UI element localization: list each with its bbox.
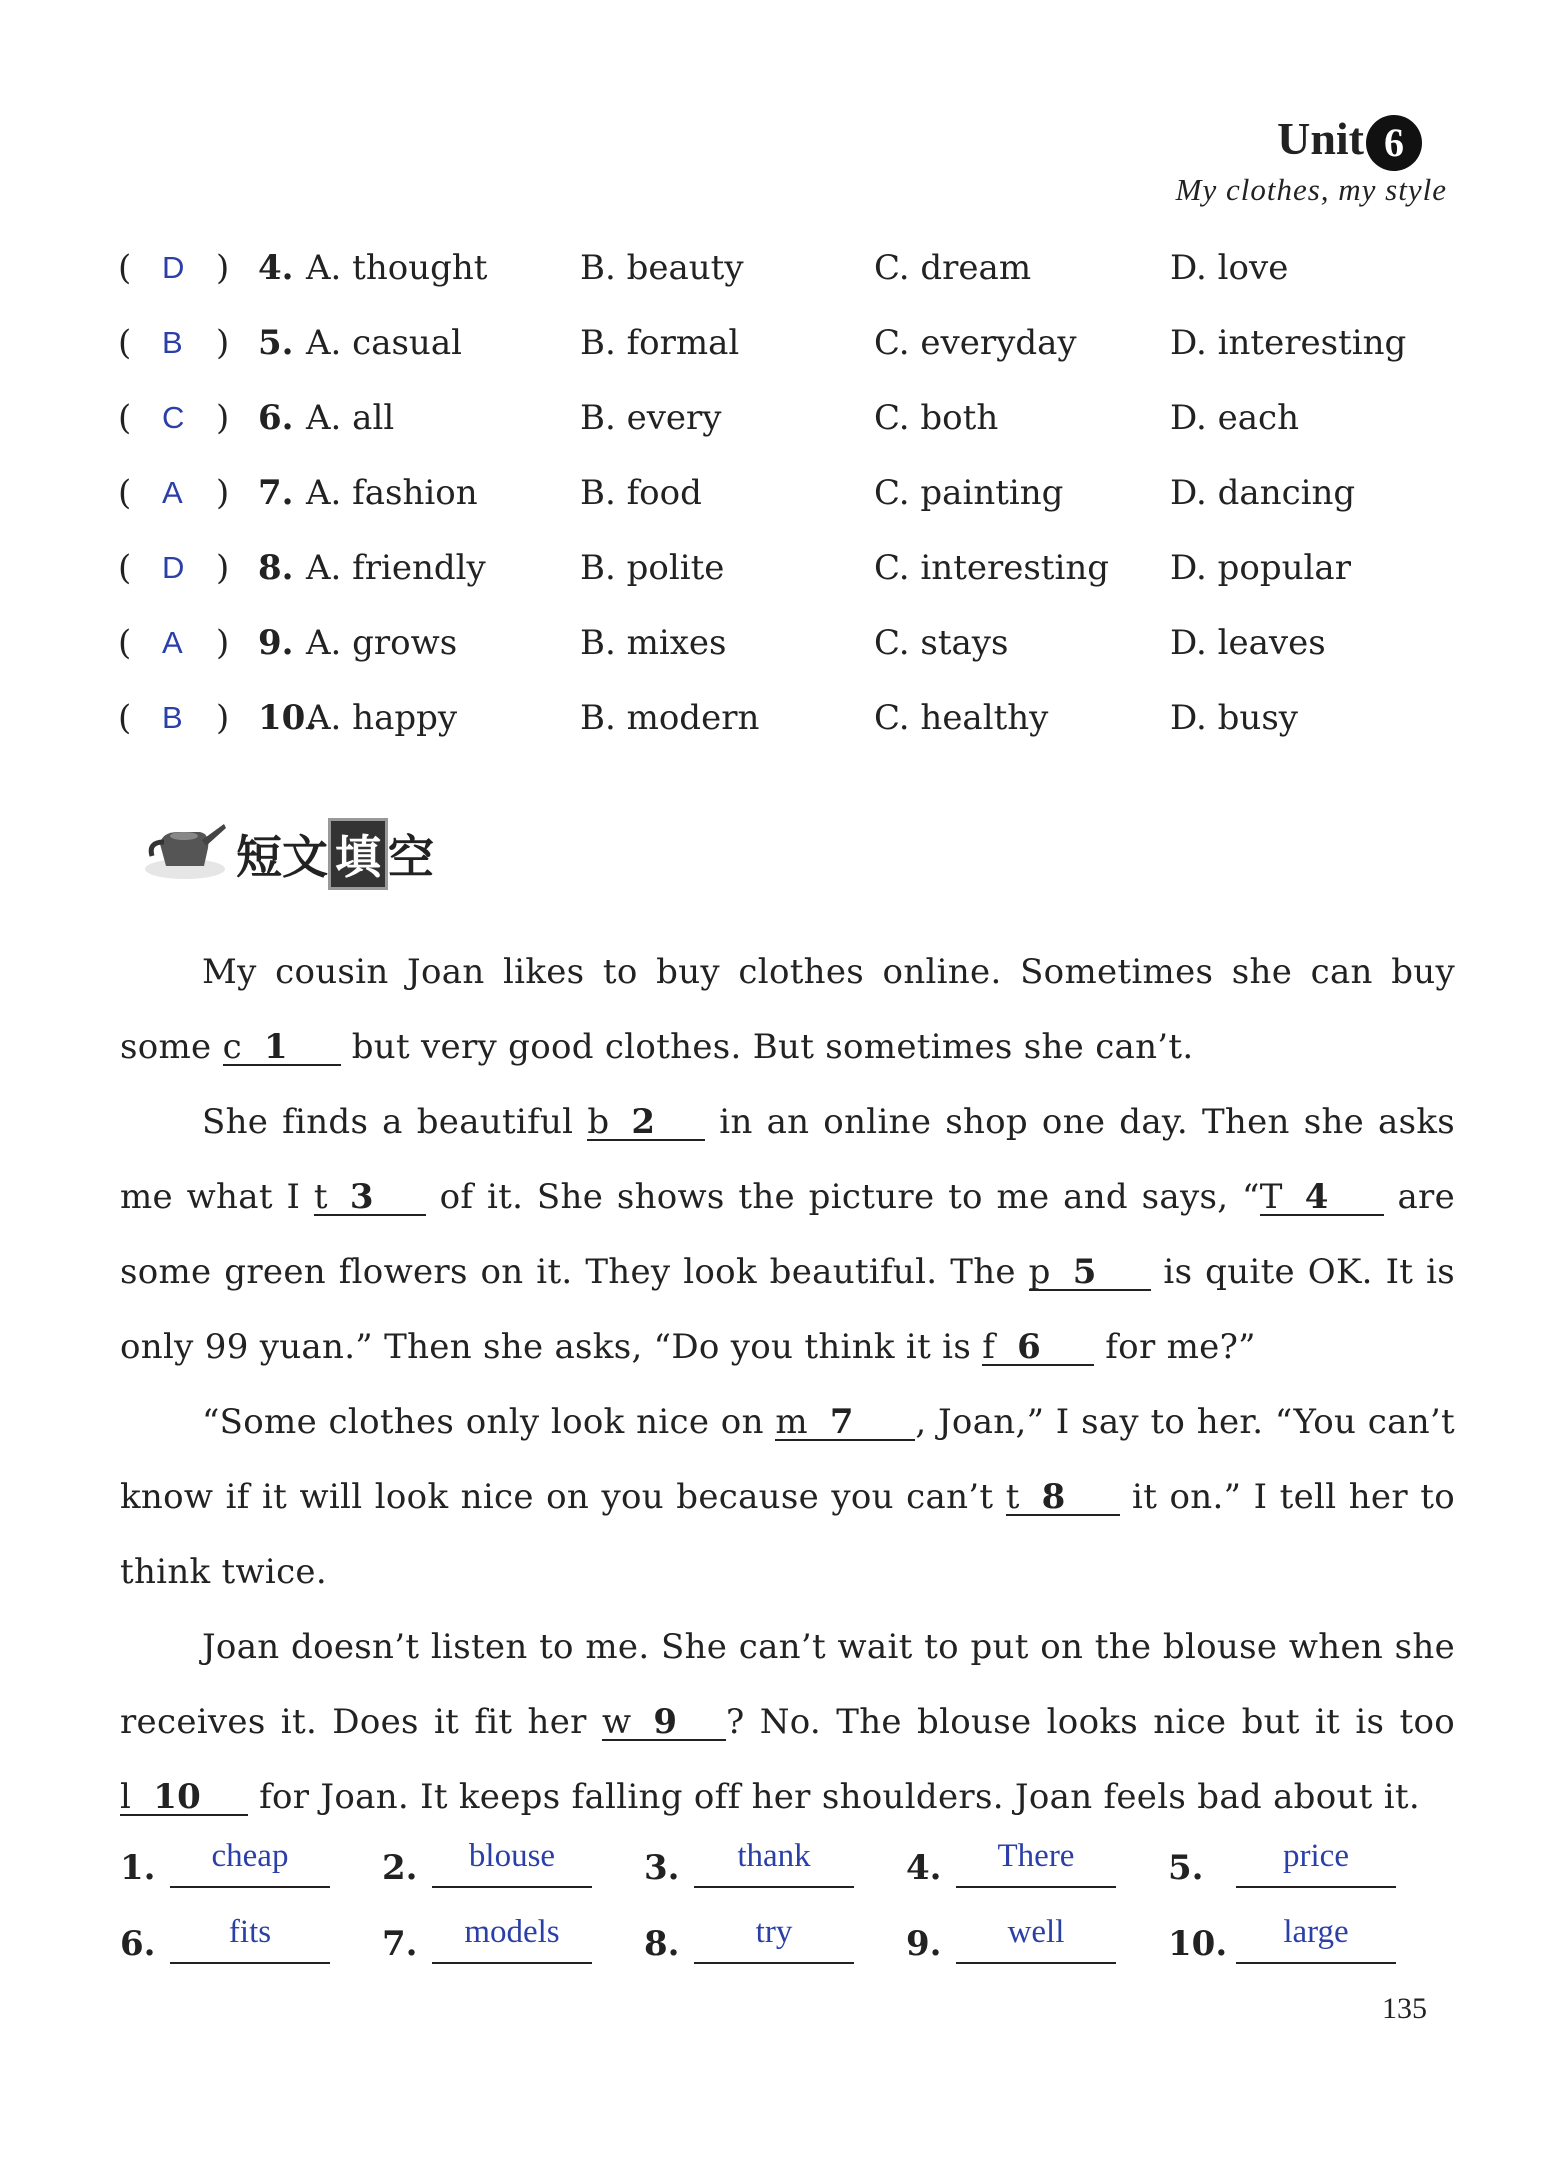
blank-2: b 2: [587, 1105, 705, 1141]
option-b: B. polite: [580, 548, 725, 588]
choice-answer: D: [162, 250, 185, 285]
paren-close: ): [216, 698, 230, 738]
answer-number: 8.: [644, 1924, 680, 1964]
paren-close: ): [216, 623, 230, 663]
blank-6: f 6: [982, 1330, 1094, 1366]
choice-answer: A: [162, 625, 183, 660]
option-a: A. grows: [306, 623, 458, 663]
paren-close: ): [216, 473, 230, 513]
choice-answer: D: [162, 550, 185, 585]
option-c: C. interesting: [874, 548, 1109, 588]
question-number: 5.: [258, 323, 294, 363]
question-number: 8.: [258, 548, 294, 588]
option-a: A. all: [306, 398, 395, 438]
option-a: A. fashion: [306, 473, 478, 513]
blank-5: p 5: [1029, 1255, 1151, 1291]
watering-can-icon: [140, 814, 230, 884]
blank-3: t 3: [314, 1180, 426, 1216]
answer-number: 4.: [906, 1848, 942, 1888]
option-a: A. thought: [306, 248, 488, 288]
option-c: C. painting: [874, 473, 1064, 513]
paren-close: ): [216, 248, 230, 288]
paren-open: (: [118, 623, 132, 663]
unit-label: Unit: [1277, 113, 1364, 164]
answer-number: 1.: [120, 1848, 156, 1888]
option-b: B. beauty: [580, 248, 744, 288]
answer-value: try: [694, 1914, 854, 1964]
blank-7: m 7: [775, 1405, 915, 1441]
option-d: D. popular: [1170, 548, 1351, 588]
blank-8: t 8: [1006, 1480, 1120, 1516]
answer-value: There: [956, 1838, 1116, 1888]
option-b: B. mixes: [580, 623, 727, 663]
option-a: A. friendly: [306, 548, 486, 588]
passage-paragraph-3: “Some clothes only look nice on m 7 , Joan,” I say to her. “You can’t know if it will look nice on you because you can’t t 8 it on.” I tell her to think twice.: [120, 1402, 1455, 1592]
option-c: C. dream: [874, 248, 1032, 288]
paren-open: (: [118, 548, 132, 588]
page-number: 135: [1382, 1992, 1427, 2025]
blank-10: l 10: [120, 1780, 248, 1816]
option-c: C. stays: [874, 623, 1009, 663]
option-d: D. each: [1170, 398, 1299, 438]
passage-paragraph-4: Joan doesn’t listen to me. She can’t wait to put on the blouse when she receives it. Does it fit her w 9 ? No. The blouse looks nice but it is too l 10 for Joan. It keeps falling off her shoulders. Joan feels bad about it.: [120, 1627, 1455, 1817]
unit-subtitle: My clothes, my style: [1175, 172, 1447, 207]
cloze-passage: [120, 935, 1455, 1835]
answer-number: 5.: [1168, 1848, 1204, 1888]
option-b: B. modern: [580, 698, 760, 738]
answer-value: fits: [170, 1914, 330, 1964]
question-number: 10.: [258, 698, 318, 738]
answer-value: well: [956, 1914, 1116, 1964]
blank-9: w 9: [602, 1705, 726, 1741]
paren-close: ): [216, 323, 230, 363]
answer-value: price: [1236, 1838, 1396, 1888]
question-number: 4.: [258, 248, 294, 288]
choice-answer: B: [162, 325, 183, 360]
option-a: A. casual: [306, 323, 462, 363]
option-a: A. happy: [306, 698, 458, 738]
paren-open: (: [118, 398, 132, 438]
choice-answer: B: [162, 700, 183, 735]
blank-1: c 1: [223, 1030, 341, 1066]
option-b: B. formal: [580, 323, 740, 363]
passage-paragraph-1: My cousin Joan likes to buy clothes online. Sometimes she can buy some c 1 but very good clothes. But sometimes she can’t.: [120, 952, 1455, 1067]
answer-number: 7.: [382, 1924, 418, 1964]
section-title: 短文 填 空: [236, 818, 434, 890]
option-d: D. leaves: [1170, 623, 1326, 663]
section-title-boxed-char: 填: [328, 818, 388, 890]
answer-value: large: [1236, 1914, 1396, 1964]
option-d: D. love: [1170, 248, 1289, 288]
choice-answer: C: [162, 400, 185, 435]
answer-number: 9.: [906, 1924, 942, 1964]
unit-number-badge: 6: [1366, 115, 1422, 171]
paren-open: (: [118, 248, 132, 288]
paren-open: (: [118, 473, 132, 513]
option-c: C. both: [874, 398, 999, 438]
option-d: D. dancing: [1170, 473, 1356, 513]
option-c: C. healthy: [874, 698, 1049, 738]
paren-close: ): [216, 548, 230, 588]
answer-value: cheap: [170, 1838, 330, 1888]
question-number: 9.: [258, 623, 294, 663]
answer-number: 2.: [382, 1848, 418, 1888]
option-c: C. everyday: [874, 323, 1077, 363]
answer-value: blouse: [432, 1838, 592, 1888]
option-d: D. busy: [1170, 698, 1298, 738]
paren-open: (: [118, 323, 132, 363]
answer-number: 10.: [1168, 1924, 1228, 1964]
option-b: B. food: [580, 473, 702, 513]
answer-number: 6.: [120, 1924, 156, 1964]
option-b: B. every: [580, 398, 722, 438]
choice-answer: A: [162, 475, 183, 510]
question-number: 7.: [258, 473, 294, 513]
paren-close: ): [216, 398, 230, 438]
question-number: 6.: [258, 398, 294, 438]
blank-4: T 4: [1260, 1180, 1384, 1216]
answer-value: models: [432, 1914, 592, 1964]
option-d: D. interesting: [1170, 323, 1407, 363]
answer-number: 3.: [644, 1848, 680, 1888]
answer-value: thank: [694, 1838, 854, 1888]
paren-open: (: [118, 698, 132, 738]
unit-heading: [1277, 112, 1422, 171]
passage-paragraph-2: She finds a beautiful b 2 in an online shop one day. Then she asks me what I t 3 of it. She shows the picture to me and says, “T 4 are some green flowers on it. They look beautiful. The p 5 is quite OK. It is only 99 yuan.” Then she asks, “Do you think it is f 6 for me?”: [120, 1102, 1455, 1367]
